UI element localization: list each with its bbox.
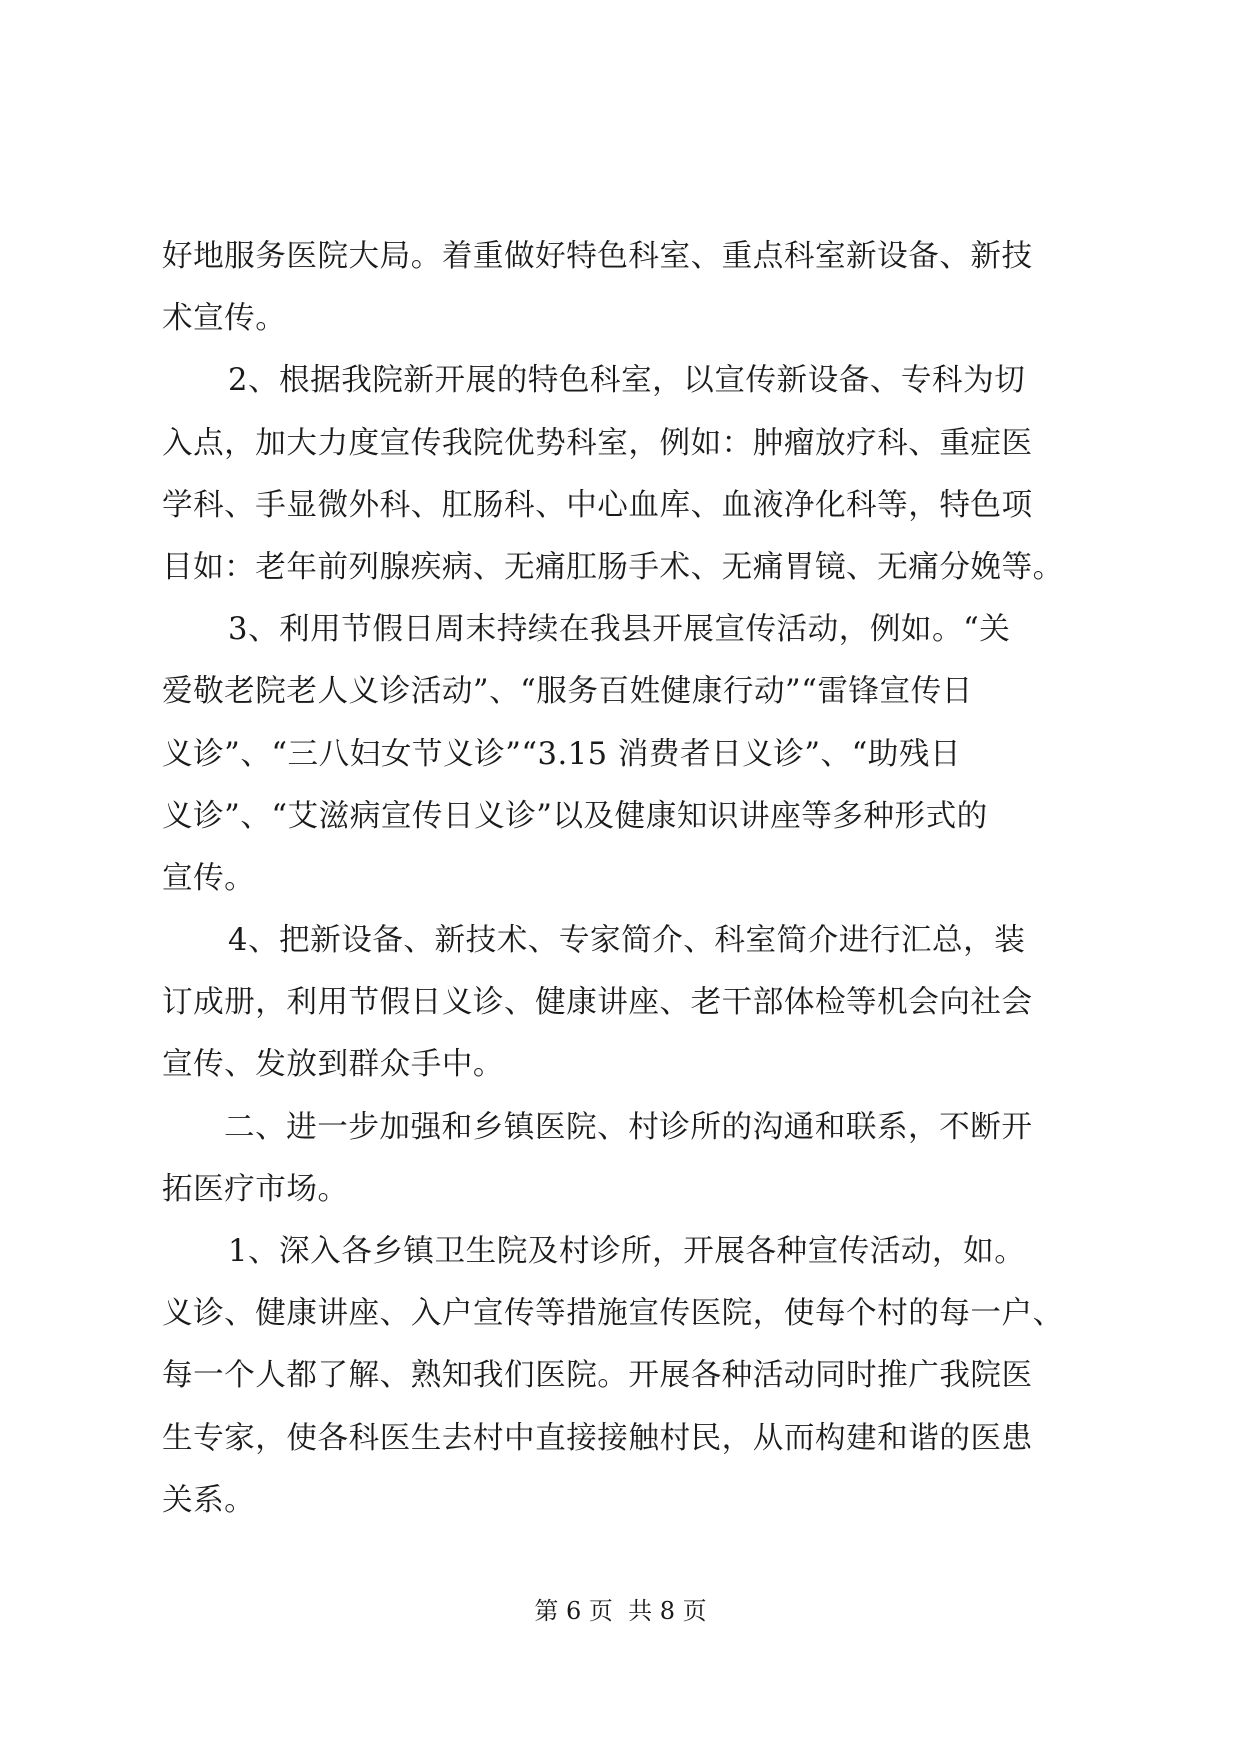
text-line-5: 学科、手显微外科、肛肠科、中心血库、血液净化科等，特色项	[162, 487, 1033, 523]
text-line-9: 义诊”、“三八妇女节义诊”“3.15 消费者日义诊”、“助残日	[162, 736, 962, 772]
text-line-6: 目如：老年前列腺疾病、无痛肛肠手术、无痛胃镜、无痛分娩等。	[162, 549, 1064, 585]
text-line-15: 二、进一步加强和乡镇医院、村诊所的沟通和联系，不断开	[224, 1109, 1033, 1145]
text-line-14: 宣传、发放到群众手中。	[162, 1047, 505, 1083]
text-line-11: 宣传。	[162, 860, 256, 896]
text-line-4: 入点，加大力度宣传我院优势科室，例如：肿瘤放疗科、重症医	[162, 425, 1033, 461]
text-line-7: 3、利用节假日周末持续在我县开展宣传活动，例如。“关	[228, 612, 1011, 648]
text-line-12: 4、把新设备、新技术、专家简介、科室简介进行汇总，装	[228, 923, 1026, 959]
text-line-10: 义诊”、“艾滋病宣传日义诊”以及健康知识讲座等多种形式的	[162, 798, 988, 834]
text-line-1: 好地服务医院大局。着重做好特色科室、重点科室新设备、新技	[162, 239, 1033, 274]
text-line-21: 关系。	[162, 1482, 256, 1518]
text-line-3: 2、根据我院新开展的特色科室，以宣传新设备、专科为切	[228, 363, 1026, 399]
text-line-8: 爱敬老院老人义诊活动”、“服务百姓健康行动”“雷锋宣传日	[162, 674, 973, 710]
text-line-2: 术宣传。	[162, 301, 287, 337]
text-line-20: 生专家，使各科医生去村中直接接触村民，从而构建和谐的医患	[162, 1420, 1033, 1456]
text-line-17: 1、深入各乡镇卫生院及村诊所，开展各种宣传活动，如。	[228, 1234, 1026, 1269]
text-line-16: 拓医疗市场。	[162, 1171, 349, 1207]
text-line-18: 义诊、健康讲座、入户宣传等措施宣传医院，使每个村的每一户、	[162, 1296, 1064, 1332]
body-text	[162, 226, 1090, 1532]
text-line-19: 每一个人都了解、熟知我们医院。开展各种活动同时推广我院医	[162, 1358, 1033, 1394]
text-line-13: 订成册，利用节假日义诊、健康讲座、老干部体检等机会向社会	[162, 985, 1033, 1021]
page-number-footer: 第 6 页 共 8 页	[534, 1597, 707, 1625]
